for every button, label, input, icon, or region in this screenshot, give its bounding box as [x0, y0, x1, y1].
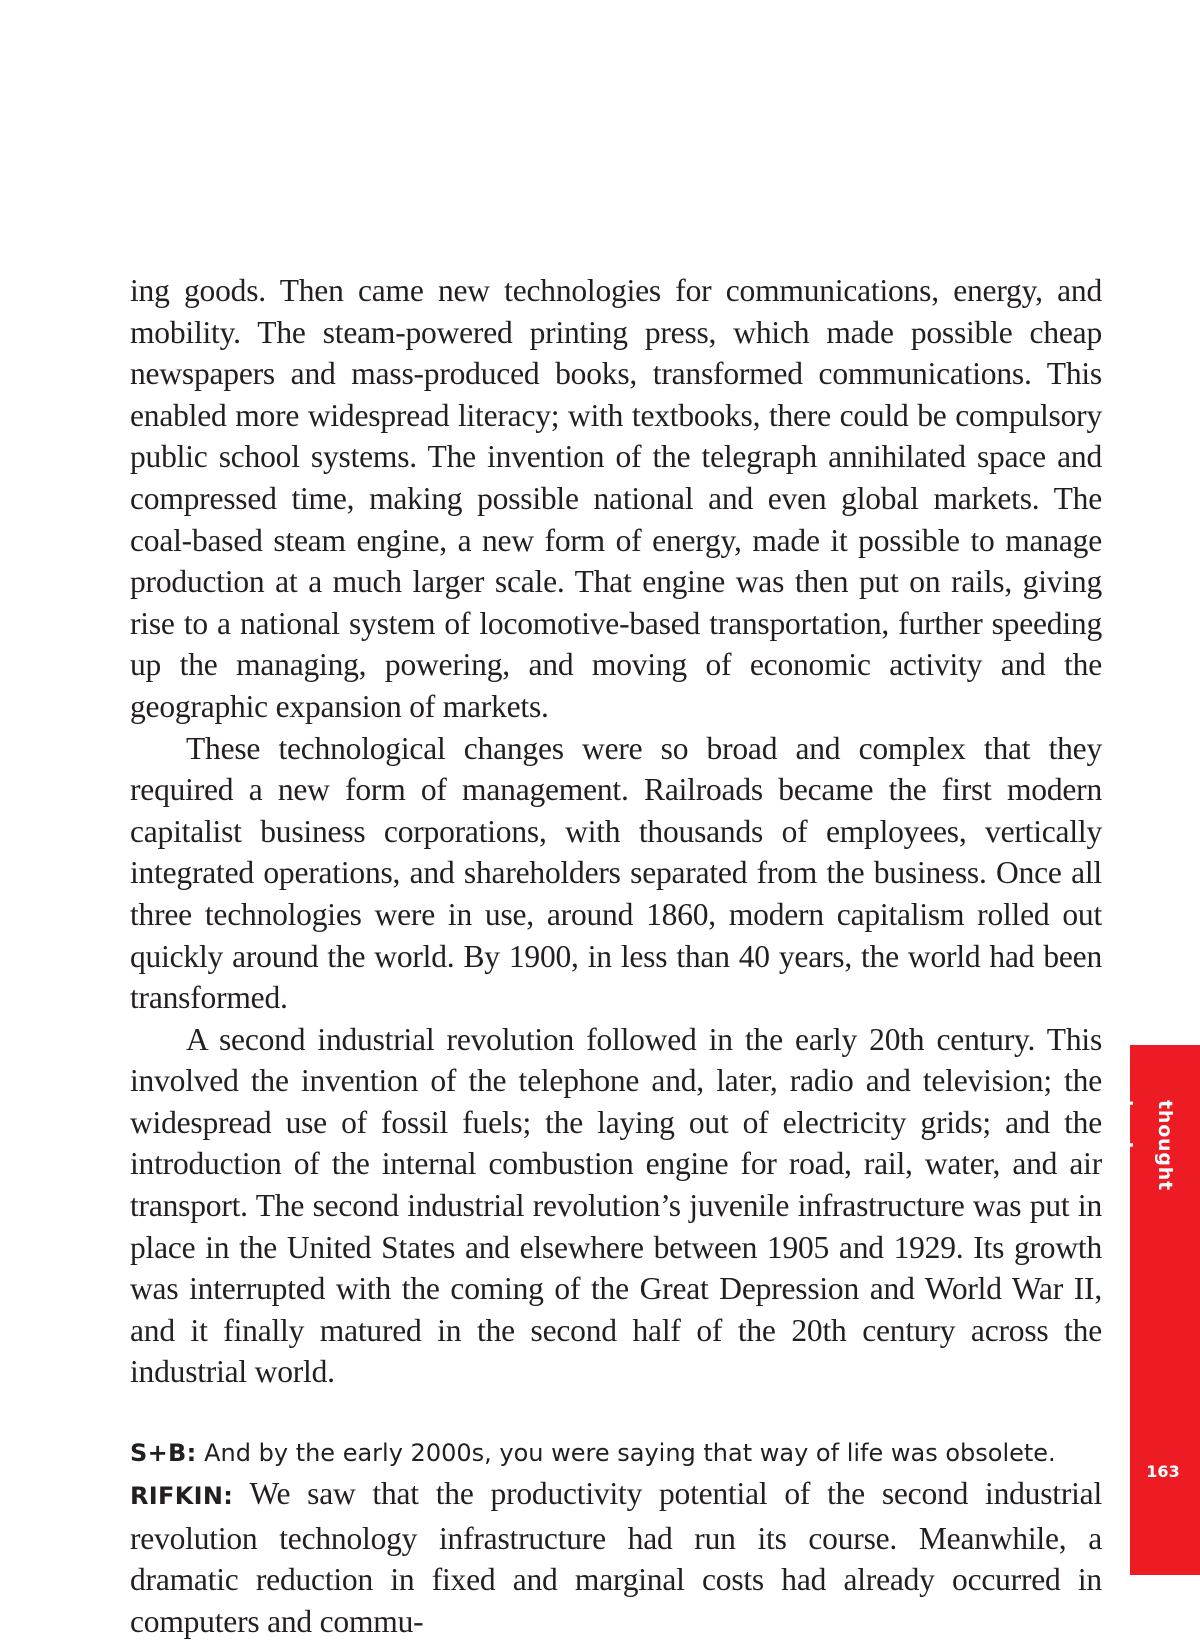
page-number: 163	[1146, 1462, 1180, 1481]
body-paragraph-2: These technological changes were so broad and complex that they required a new form of management. Railroads became the first modern capitalist business corporations, with thousands of employees, vertically integrated operations, and shareholders separated from the business. Once all three technologies were in use, around 1860, modern capitalism rolled out quickly around the world. By 1900, in less than 40 years, the world had been transformed.	[130, 730, 1102, 1016]
interview-answer	[130, 1473, 1102, 1642]
body-paragraph-3: A second industrial revolution followed in the early 20th century. This involved the invention of the telephone and, later, radio and television; the widespread use of fossil fuels; the laying out of electricity grids; and the introduction of the internal combustion engine for road, rail, water, and air transport. The second industrial revolution’s juvenile infrastructure was put in place in the United States and elsewhere between 1905 and 1929. Its growth was interrupted with the coming of the Great Depression and World War II, and it finally matured in the second half of the 20th century across the industrial world.	[130, 1021, 1102, 1390]
answer-text: We saw that the productivity potential of the second industrial revolution technology infrastructure had run its course. Meanwhile, a dramatic reduction in fixed and marginal costs had already occurred in computers and commu-	[130, 1476, 1102, 1639]
answer-speaker: RIFKIN:	[130, 1482, 234, 1511]
interview-question	[130, 1433, 1102, 1473]
article-body	[130, 270, 1102, 1642]
question-text: And by the early 2000s, you were saying that way of life was obsolete.	[196, 1439, 1056, 1468]
section-label: thought leader	[1114, 1100, 1176, 1191]
body-paragraph-1: ing goods. Then came new technologies for communications, energy, and mobility. The steam-powered printing press, which made possible cheap newspapers and mass-produced books, transformed communications. This enabled more widespread literacy; with textbooks, there could be compulsory public school systems. The invention of the telegraph annihilated space and compressed time, making possible national and even global markets. The coal-based steam engine, a new form of energy, made it possible to manage production at a much larger scale. That engine was then put on rails, giving rise to a national system of locomotive-based transportation, further speeding up the managing, powering, and moving of economic activity and the geographic expansion of markets.	[130, 273, 1102, 724]
question-speaker: S+B:	[130, 1439, 197, 1468]
